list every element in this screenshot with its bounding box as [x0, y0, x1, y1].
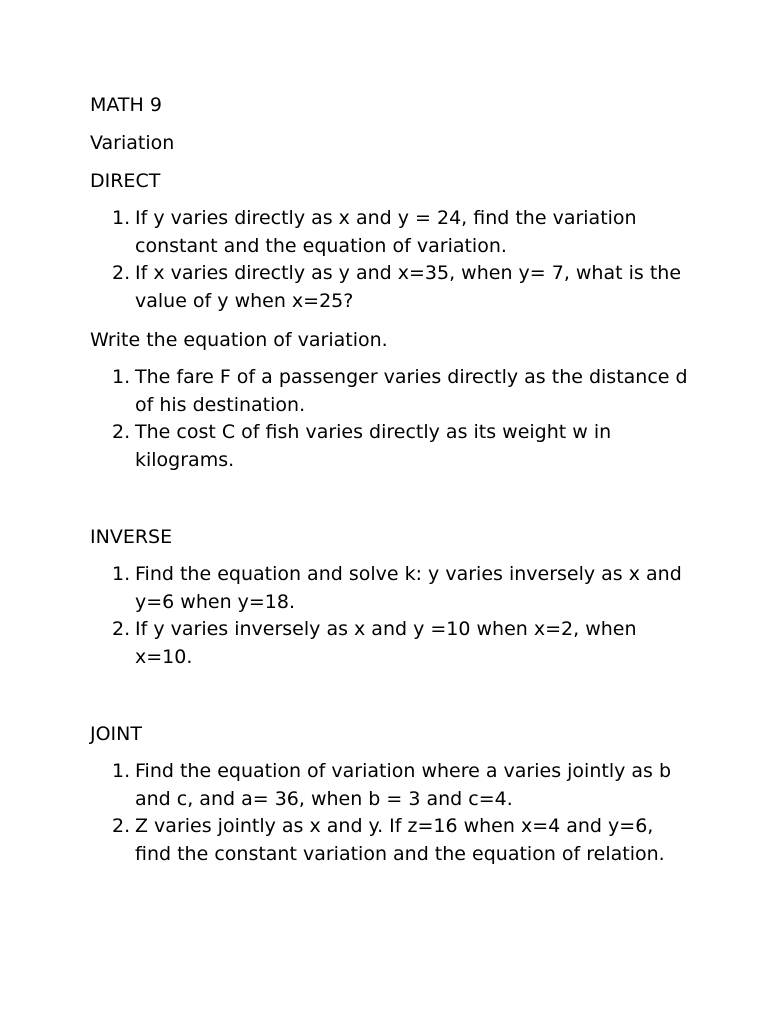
list-item: [90, 561, 690, 616]
item-text: Find the equation and solve k: y varies inversely as x and y=6 when y=18.: [135, 563, 682, 613]
item-number: 1.: [112, 366, 131, 388]
item-number: 1.: [112, 207, 131, 229]
item-number: 2.: [112, 262, 131, 284]
list-item: [90, 364, 690, 419]
item-number: 2.: [112, 421, 131, 443]
item-text: Z varies jointly as x and y. If z=16 when x=4 and y=6, find the constant variation and the equation of relation.: [135, 815, 665, 865]
equation-problem-list: [90, 364, 690, 474]
item-text: If y varies inversely as x and y =10 when x=2, when x=10.: [135, 618, 637, 668]
direct-heading: DIRECT: [90, 170, 161, 192]
joint-heading: JOINT: [90, 723, 142, 745]
joint-problem-list: [90, 758, 690, 868]
item-number: 2.: [112, 618, 131, 640]
list-item: [90, 260, 690, 315]
item-text: The cost C of fish varies directly as its weight w in kilograms.: [135, 421, 612, 471]
item-text: If y varies directly as x and y = 24, find the variation constant and the equation of variation.: [135, 207, 637, 257]
inverse-problem-list: [90, 561, 690, 671]
list-item: [90, 758, 690, 813]
item-number: 1.: [112, 563, 131, 585]
list-item: [90, 813, 690, 868]
item-text: The fare F of a passenger varies directly as the distance d of his destination.: [135, 366, 688, 416]
list-item: [90, 616, 690, 671]
item-number: 2.: [112, 815, 131, 837]
item-text: If x varies directly as y and x=35, when y= 7, what is the value of y when x=25?: [135, 262, 682, 312]
item-number: 1.: [112, 760, 131, 782]
item-text: Find the equation of variation where a varies jointly as b and c, and a= 36, when b = 3 and c=4.: [135, 760, 672, 810]
list-item: [90, 419, 690, 474]
course-title: MATH 9: [90, 94, 162, 116]
list-item: [90, 205, 690, 260]
topic-title: Variation: [90, 132, 175, 154]
instruction-text: Write the equation of variation.: [90, 329, 388, 351]
inverse-heading: INVERSE: [90, 526, 173, 548]
direct-problem-list: [90, 205, 690, 315]
